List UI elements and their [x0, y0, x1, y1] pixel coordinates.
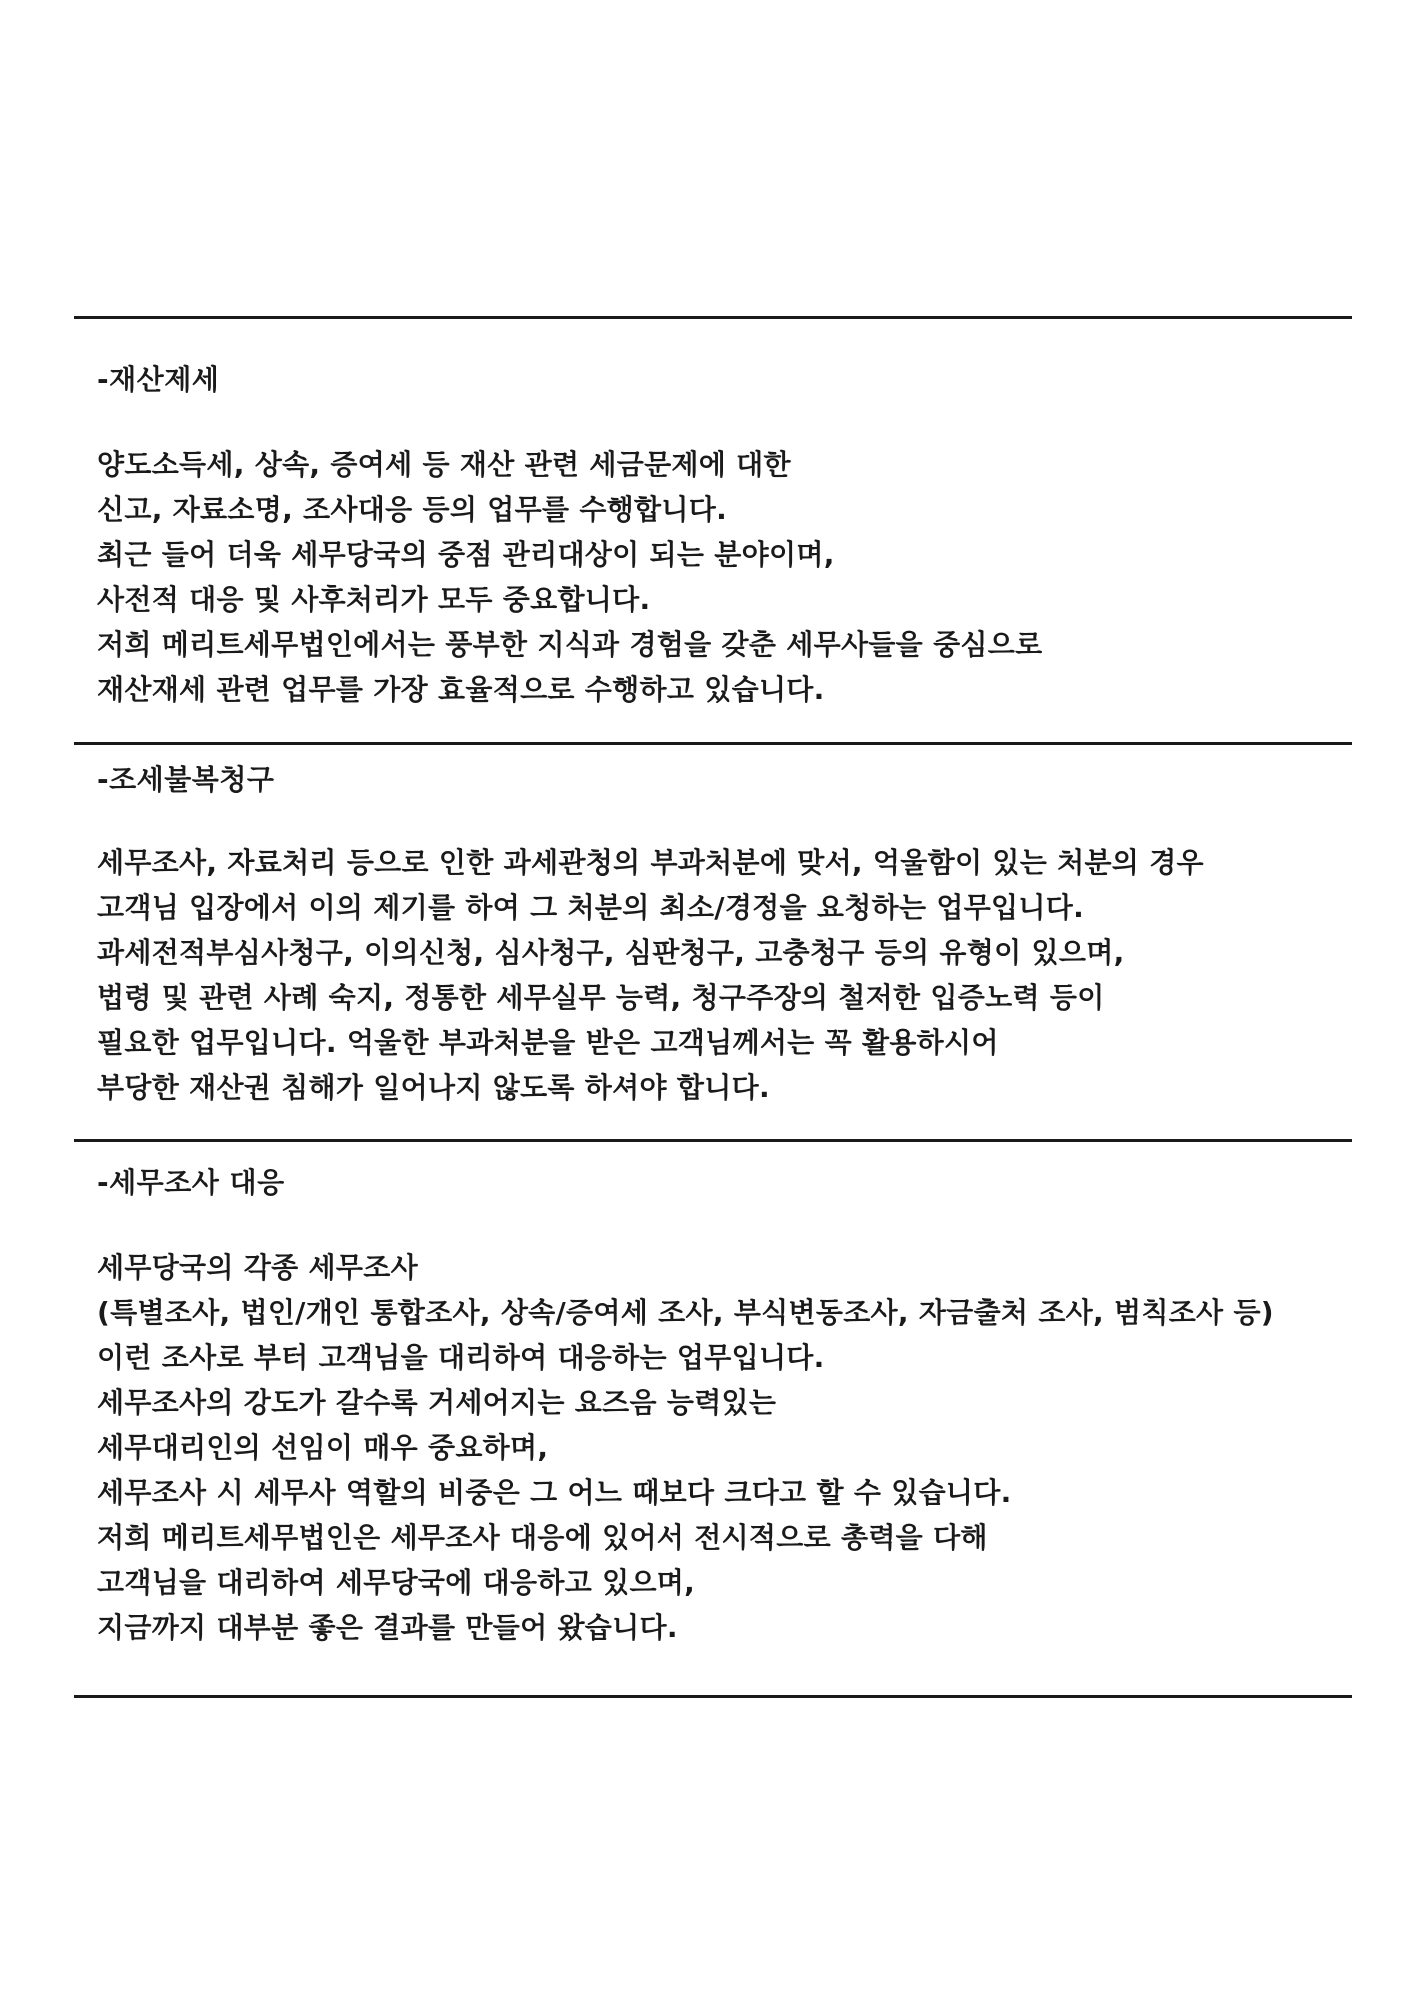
section-heading: -조세불복청구	[97, 763, 275, 796]
body-line: 필요한 업무입니다. 억울한 부과처분을 받은 고객님께서는 꼭 활용하시어	[97, 1026, 999, 1059]
section-tax-audit	[97, 1163, 1337, 1650]
body-line: 과세전적부심사청구, 이의신청, 심사청구, 심판청구, 고충청구 등의 유형이 있으며,	[97, 936, 1125, 969]
body-line: 세무조사의 강도가 갈수록 거세어지는 요즈음 능력있는	[97, 1386, 777, 1419]
divider-1	[74, 742, 1352, 745]
body-line: 저희 메리트세무법인에서는 풍부한 지식과 경험을 갖춘 세무사들을 중심으로	[97, 628, 1043, 661]
body-line: 저희 메리트세무법인은 세무조사 대응에 있어서 전시적으로 총력을 다해	[97, 1521, 988, 1554]
divider-2	[74, 1139, 1352, 1142]
section-heading: -재산제세	[97, 363, 220, 396]
body-line: 사전적 대응 및 사후처리가 모두 중요합니다.	[97, 583, 651, 616]
body-line: 세무당국의 각종 세무조사	[97, 1251, 418, 1284]
divider-bottom	[74, 1695, 1352, 1698]
divider-top	[74, 316, 1352, 319]
body-line: 법령 및 관련 사례 숙지, 정통한 세무실무 능력, 청구주장의 철저한 입증노력 등이	[97, 981, 1105, 1014]
body-line: 양도소득세, 상속, 증여세 등 재산 관련 세금문제에 대한	[97, 448, 791, 481]
body-line: 세무조사, 자료처리 등으로 인한 과세관청의 부과처분에 맞서, 억울함이 있는 처분의 경우	[97, 846, 1204, 879]
body-line: (특별조사, 법인/개인 통합조사, 상속/증여세 조사, 부식변동조사, 자금출처 조사, 범칙조사 등)	[97, 1296, 1274, 1329]
body-line: 부당한 재산권 침해가 일어나지 않도록 하셔야 합니다.	[97, 1071, 770, 1104]
body-line: 세무대리인의 선임이 매우 중요하며,	[97, 1431, 549, 1464]
section-property-tax	[97, 360, 1337, 712]
body-line: 이런 조사로 부터 고객님을 대리하여 대응하는 업무입니다.	[97, 1341, 825, 1374]
section-body	[97, 840, 1337, 1110]
body-line: 재산재세 관련 업무를 가장 효율적으로 수행하고 있습니다.	[97, 673, 825, 706]
body-line: 고객님을 대리하여 세무당국에 대응하고 있으며,	[97, 1566, 696, 1599]
body-line: 세무조사 시 세무사 역할의 비중은 그 어느 때보다 크다고 할 수 있습니다.	[97, 1476, 1012, 1509]
section-tax-appeal	[97, 760, 1337, 1110]
body-line: 고객님 입장에서 이의 제기를 하여 그 처분의 최소/경정을 요청하는 업무입니다.	[97, 891, 1085, 924]
section-heading: -세무조사 대응	[97, 1166, 285, 1199]
body-line: 신고, 자료소명, 조사대응 등의 업무를 수행합니다.	[97, 493, 728, 526]
body-line: 지금까지 대부분 좋은 결과를 만들어 왔습니다.	[97, 1611, 678, 1644]
section-body	[97, 442, 1337, 712]
body-line: 최근 들어 더욱 세무당국의 중점 관리대상이 되는 분야이며,	[97, 538, 835, 571]
section-body	[97, 1245, 1337, 1650]
